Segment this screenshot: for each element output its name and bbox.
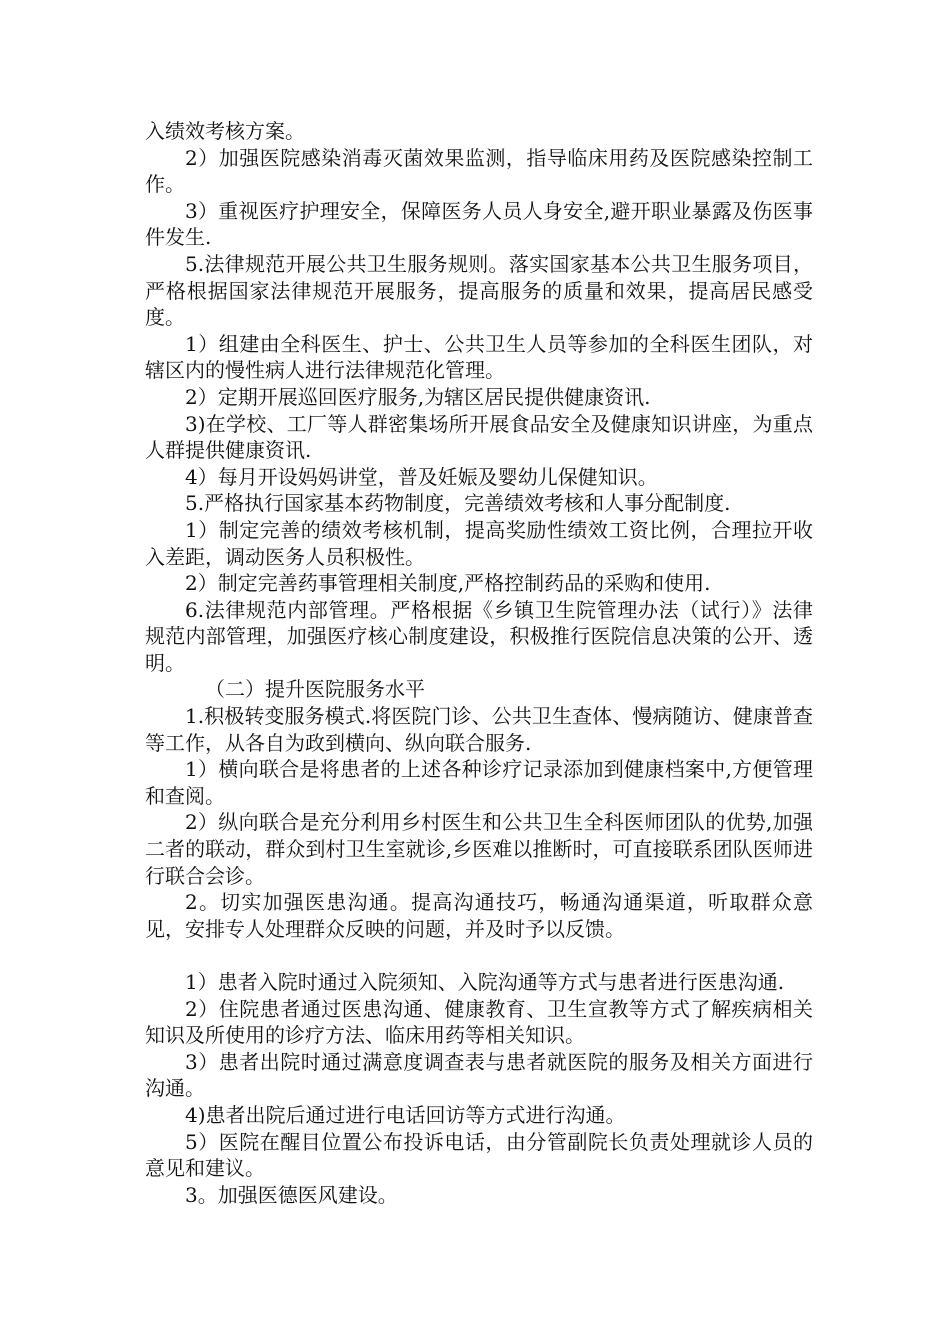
- paragraph: 2）纵向联合是充分利用乡村医生和公共卫生全科医师团队的优势,加强二者的联动，群众到村卫生室就诊,乡医难以推断时，可直接联系团队医师进行联合会诊。: [145, 810, 813, 888]
- paragraph: 2。切实加强医患沟通。提高沟通技巧，畅通沟通渠道，听取群众意见，安排专人处理群众反映的问题，并及时予以反馈。: [145, 890, 813, 941]
- paragraph: 3）患者出院时通过满意度调查表与患者就医院的服务及相关方面进行沟通。: [145, 1049, 813, 1101]
- paragraph: 4）每月开设妈妈讲堂，普及妊娠及婴幼儿保健知识。: [185, 464, 658, 489]
- paragraph: 3）重视医疗护理安全，保障医务人员人身安全,避开职业暴露及伤医事件发生.: [145, 198, 813, 250]
- paragraph: 2）制定完善药事管理相关制度,严格控制药品的采购和使用.: [185, 571, 711, 596]
- section-heading: （二）提升医院服务水平: [205, 677, 425, 702]
- paragraph: 6.法律规范内部管理。严格根据《乡镇卫生院管理办法（试行）》法律规范内部管理，加强医疗核心制度建设，积极推行医院信息决策的公开、透明。: [145, 597, 813, 675]
- paragraph: 1）横向联合是将患者的上述各种诊疗记录添加到健康档案中,方便管理和查阅。: [145, 757, 813, 808]
- paragraph: 2）定期开展巡回医疗服务,为辖区居民提供健康资讯.: [185, 384, 651, 409]
- paragraph: 5.严格执行国家基本药物制度，完善绩效考核和人事分配制度.: [185, 491, 731, 516]
- paragraph: 4)患者出院后通过进行电话回访等方式进行沟通。: [185, 1102, 626, 1127]
- blank-line: [145, 942, 813, 969]
- document-page: [145, 118, 813, 1208]
- paragraph: 3。加强医德医风建设。: [185, 1182, 398, 1207]
- paragraph: 5）医院在醒目位置公布投诉电话，由分管副院长负责处理就诊人员的意见和建议。: [145, 1129, 813, 1181]
- paragraph: 1）组建由全科医生、护士、公共卫生人员等参加的全科医生团队，对辖区内的慢性病人进行法律规范化管理。: [145, 331, 813, 383]
- paragraph: 1）制定完善的绩效考核机制，提高奖励性绩效工资比例，合理拉开收入差距，调动医务人员积极性。: [145, 517, 813, 569]
- paragraph: 2）住院患者通过医患沟通、健康教育、卫生宣教等方式了解疾病相关知识及所使用的诊疗方法、临床用药等相关知识。: [145, 996, 813, 1048]
- paragraph: 1）患者入院时通过入院须知、入院沟通等方式与患者进行医患沟通.: [185, 970, 785, 994]
- paragraph: 5.法律规范开展公共卫生服务规则。落实国家基本公共卫生服务项目，严格根据国家法律规范开展服务，提高服务的质量和效果，提高居民感受度。: [145, 251, 813, 330]
- paragraph: 3)在学校、工厂等人群密集场所开展食品安全及健康知识讲座，为重点人群提供健康资讯.: [145, 411, 813, 463]
- paragraph: 2）加强医院感染消毒灭菌效果监测，指导临床用药及医院感染控制工作。: [145, 145, 813, 197]
- paragraph: 入绩效考核方案。: [145, 119, 305, 143]
- paragraph: 1.积极转变服务模式.将医院门诊、公共卫生查体、慢病随访、健康普查等工作，从各自为政到横向、纵向联合服务.: [145, 704, 813, 755]
